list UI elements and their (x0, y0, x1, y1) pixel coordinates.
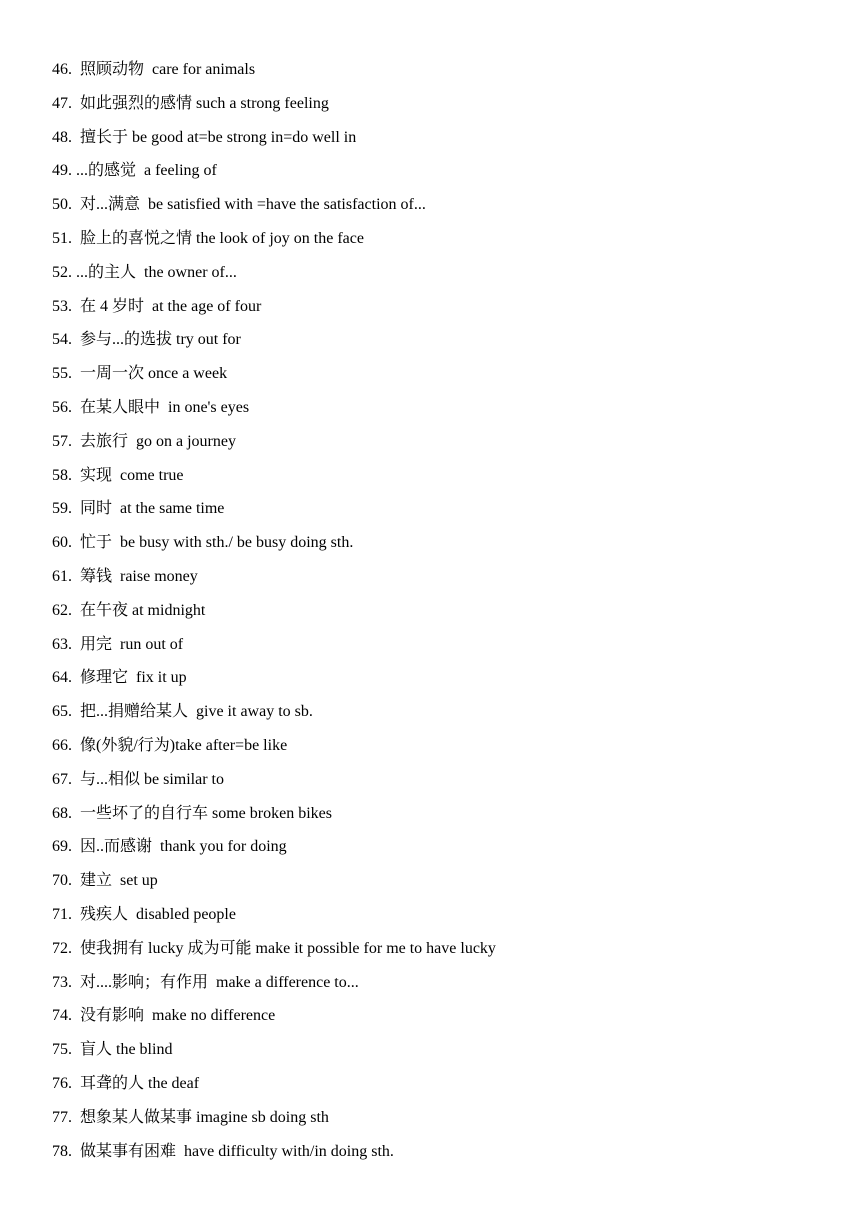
phrase-item: 67. 与...相似 be similar to (52, 770, 224, 788)
phrase-item: 78. 做某事有困难 have difficulty with/in doing sth. (52, 1142, 394, 1160)
phrase-item: 76. 耳聋的人 the deaf (52, 1074, 200, 1092)
phrase-item: 77. 想象某人做某事 imagine sb doing sth (52, 1108, 329, 1126)
phrase-item: 57. 去旅行 go on a journey (52, 432, 236, 450)
phrase-item: 48. 擅长于 be good at=be strong in=do well in (52, 128, 357, 146)
phrase-item: 70. 建立 set up (52, 872, 158, 890)
phrase-item: 50. 对...满意 be satisfied with =have the satisfaction of... (52, 196, 426, 214)
phrase-item: 51. 脸上的喜悦之情 the look of joy on the face (52, 229, 364, 247)
phrase-item: 54. 参与...的选拔 try out for (52, 331, 241, 349)
phrase-item: 59. 同时 at the same time (52, 500, 225, 518)
phrase-item: 58. 实现 come true (52, 466, 184, 484)
phrase-item: 66. 像(外貌/行为)take after=be like (52, 736, 288, 754)
phrase-list (52, 57, 496, 1172)
phrase-item: 60. 忙于 be busy with sth./ be busy doing sth. (52, 534, 354, 552)
phrase-item: 62. 在午夜 at midnight (52, 601, 206, 619)
phrase-item: 56. 在某人眼中 in one's eyes (52, 398, 250, 416)
phrase-item: 53. 在 4 岁时 at the age of four (52, 297, 262, 315)
phrase-item: 52. ...的主人 the owner of... (52, 263, 237, 281)
phrase-item: 68. 一些坏了的自行车 some broken bikes (52, 804, 332, 822)
phrase-item: 63. 用完 run out of (52, 635, 184, 653)
phrase-item: 46. 照顾动物 care for animals (52, 61, 256, 78)
phrase-item: 74. 没有影响 make no difference (52, 1007, 276, 1025)
phrase-item: 49. ...的感觉 a feeling of (52, 162, 217, 180)
phrase-item: 64. 修理它 fix it up (52, 669, 187, 687)
phrase-item: 71. 残疾人 disabled people (52, 905, 236, 923)
phrase-item: 72. 使我拥有 lucky 成为可能 make it possible for me to have lucky (52, 939, 496, 957)
phrase-item: 69. 因..而感谢 thank you for doing (52, 838, 287, 856)
phrase-item: 47. 如此强烈的感情 such a strong feeling (52, 94, 329, 112)
phrase-item: 61. 筹钱 raise money (52, 567, 198, 585)
phrase-item: 55. 一周一次 once a week (52, 365, 228, 383)
phrase-item: 65. 把...捐赠给某人 give it away to sb. (52, 703, 313, 721)
phrase-item: 73. 对....影响；有作用 make a difference to... (52, 973, 359, 991)
phrase-item: 75. 盲人 the blind (52, 1041, 173, 1059)
